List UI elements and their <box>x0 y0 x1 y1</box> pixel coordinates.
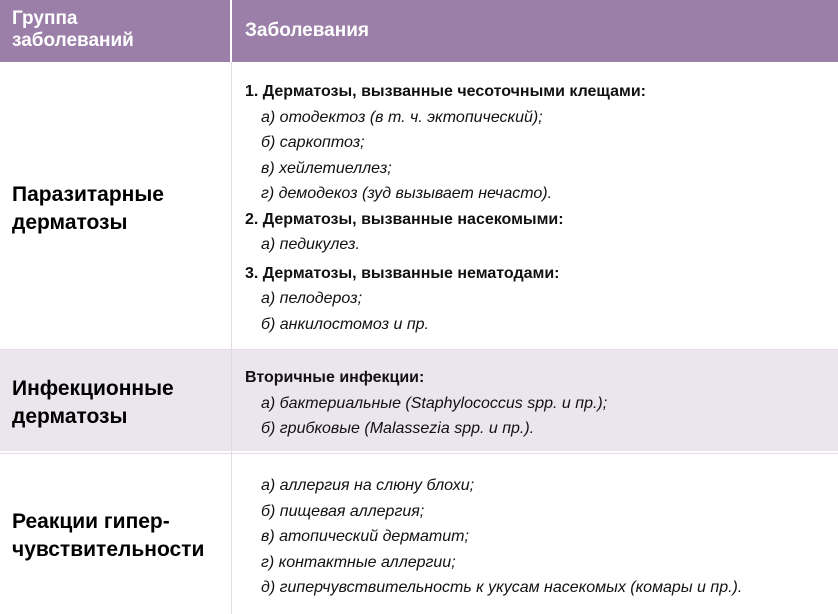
disease-list <box>245 473 742 601</box>
column-divider <box>231 62 232 614</box>
list-item: а) педикулез. <box>261 236 360 253</box>
group-label-line2: чувствительности <box>12 538 205 561</box>
section-heading: 3. Дерматозы, вызванные нематодами: <box>245 264 560 282</box>
list-item: в) хейлетиеллез; <box>261 159 392 177</box>
section-heading: 2. Дерматозы, вызванные насекомыми: <box>245 210 564 228</box>
group-cell <box>12 508 204 564</box>
group-cell <box>12 375 174 431</box>
list-item: д) гиперчувствительность к укусам насекомых (комары и пр.). <box>261 579 743 596</box>
section-heading: Вторичные инфекции: <box>245 369 425 386</box>
list-item: в) атопический дерматит; <box>261 528 469 545</box>
disease-list <box>245 79 646 337</box>
list-item: а) пелодероз; <box>261 290 363 307</box>
list-item: а) отодектоз (в т. ч. эктопический); <box>261 108 543 126</box>
list-item: г) демодекоз (зуд вызывает нечасто). <box>261 185 553 202</box>
header-cell-group <box>0 0 232 62</box>
row-divider <box>0 349 838 350</box>
list-item: б) саркоптоз; <box>261 134 365 151</box>
group-label-line2: дерматозы <box>12 405 128 428</box>
list-item: а) бактериальные (Staphylococcus spp. и пр.); <box>261 394 608 412</box>
list-item: г) контактные аллергии; <box>261 553 456 571</box>
header-group-line1: Группа <box>12 8 78 29</box>
group-cell <box>12 181 164 237</box>
list-item: а) аллергия на слюну блохи; <box>261 477 475 494</box>
table-row-infectious <box>0 349 838 453</box>
table-row-hypersensitivity <box>0 453 838 614</box>
header-group-line2: заболеваний <box>12 30 134 51</box>
group-label-line1: Паразитарные <box>12 183 164 206</box>
table-header <box>0 0 838 62</box>
header-diseases-label: Заболевания <box>245 20 369 41</box>
group-label-line2: дерматозы <box>12 211 128 234</box>
list-item: б) грибковые (Malassezia spp. и пр.). <box>261 420 535 437</box>
section-heading: 1. Дерматозы, вызванные чесоточными клещами: <box>245 83 647 100</box>
group-label-line1: Реакции гипер- <box>12 510 170 533</box>
table-row-parasitic <box>0 62 838 349</box>
disease-list <box>245 365 607 442</box>
group-label-line1: Инфекционные <box>12 377 174 400</box>
row-divider <box>0 453 838 454</box>
list-item: б) пищевая аллергия; <box>261 502 425 520</box>
list-item: б) анкилостомоз и пр. <box>261 315 429 333</box>
